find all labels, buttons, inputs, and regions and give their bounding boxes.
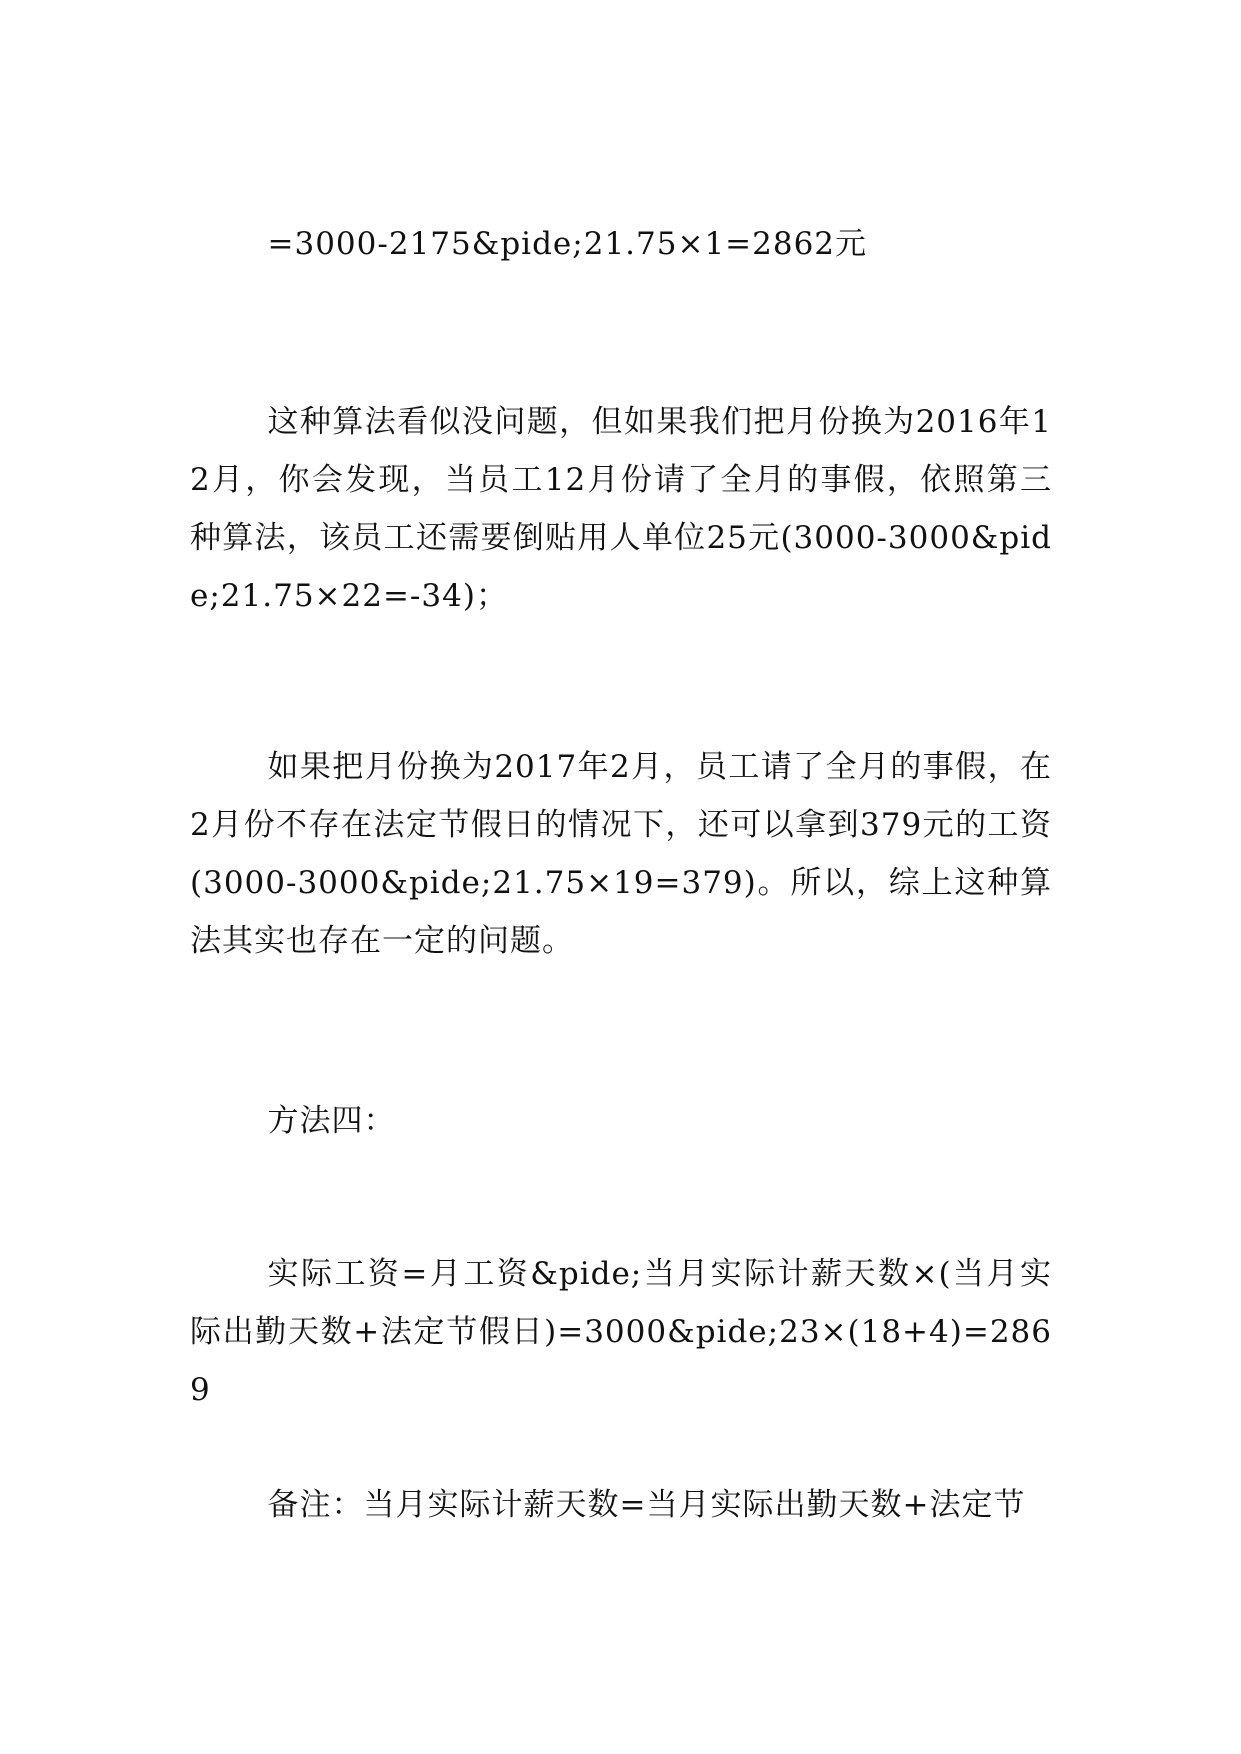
method-four-heading: 方法四： [267,1103,396,1139]
note-paragraph: 备注：当月实际计薪天数=当月实际出勤天数+法定节 [267,1487,1026,1523]
december-example-paragraph: 这种算法看似没问题，但如果我们把月份换为2016年12月，你会发现，当员工12月份请了全月的事假，依照第三种算法，该员工还需要倒贴用人单位25元(3000-3000&pide;21.75×22=-34)； [190,404,1052,614]
formula-result-paragraph: =3000-2175&pide;21.75×1=2862元 [267,226,868,262]
february-example-paragraph: 如果把月份换为2017年2月，员工请了全月的事假，在2月份不存在法定节假日的情况下，还可以拿到379元的工资(3000-3000&pide;21.75×19=379)。所以，综上这种算法其实也存在一定的问题。 [190,749,1052,959]
method-four-formula-paragraph: 实际工资=月工资&pide;当月实际计薪天数×(当月实际出勤天数+法定节假日)=3000&pide;23×(18+4)=2869 [190,1256,1052,1408]
